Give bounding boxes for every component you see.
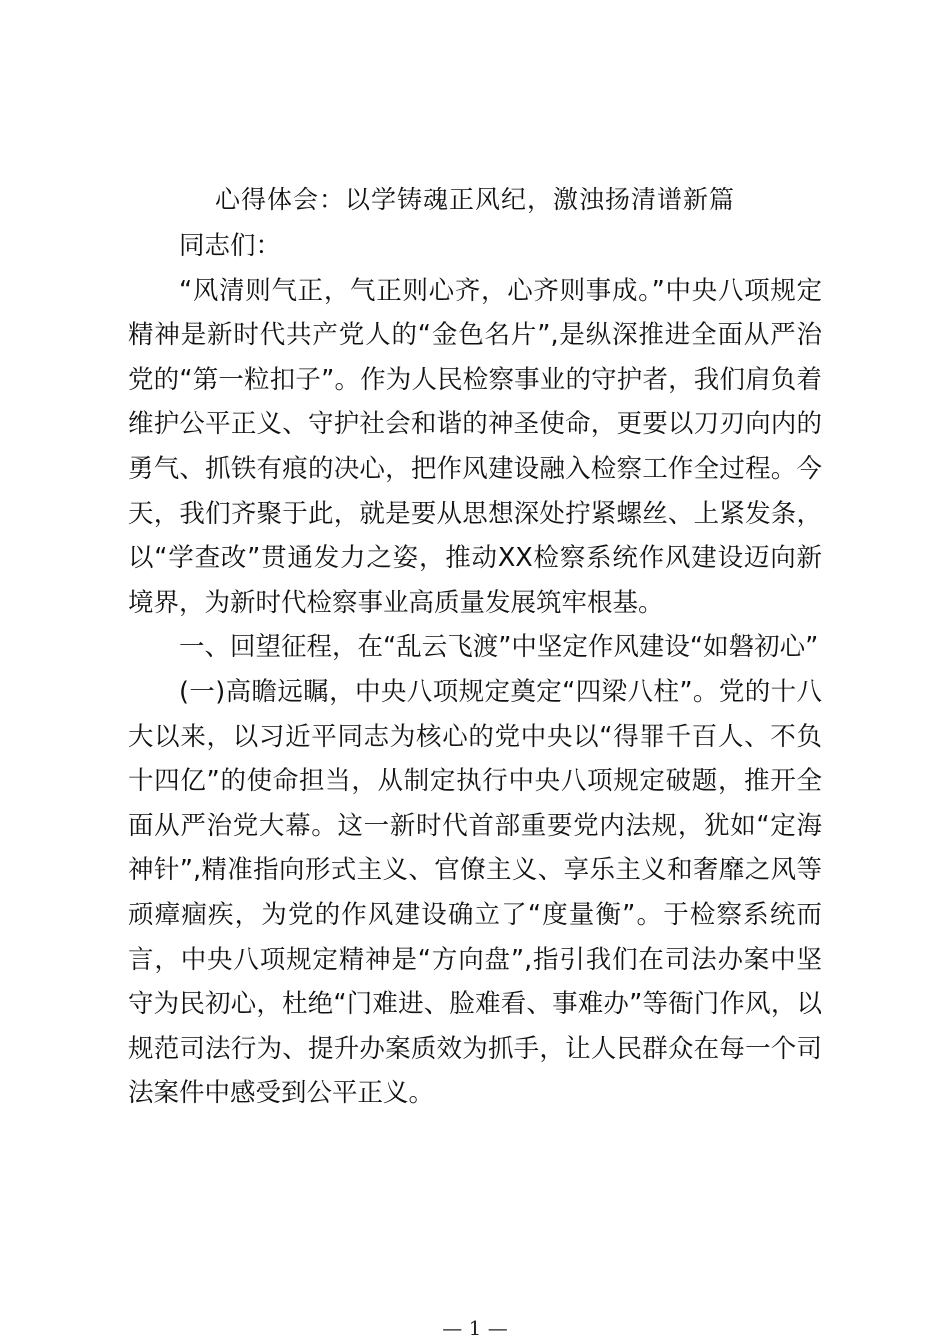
subsection-paragraph: (一)高瞻远瞩，中央八项规定奠定“四梁八柱”。党的十八大以来，以习近平同志为核心的党中央以“得罪千百人、不负十四亿”的使命担当，从制定执行中央八项规定破题，推开全面从严治党大幕。这一新时代首部重要党内法规，犹如“定海神针”,精准指向形式主义、官僚主义、享乐主义和奢靡之风等顽瘴痼疾，为党的作风建设确立了“度量衡”。于检察系统而言，中央八项规定精神是“方向盘”,指引我们在司法办案中坚守为民初心，杜绝“门难进、脸难看、事难办”等衙门作风，以规范司法行为、提升办案质效为抓手，让人民群众在每一个司法案件中感受到公平正义。: [128, 676, 822, 1109]
page-number: — 1 —: [442, 1316, 508, 1340]
section-heading: 一、回望征程，在“乱云飞渡”中坚定作风建设“如磐初心”: [179, 632, 819, 663]
document-body: [128, 224, 822, 1116]
intro-paragraph: “风清则气正，气正则心齐，心齐则事成。”中央八项规定精神是新时代共产党人的“金色名片”,是纵深推进全面从严治党的“第一粒扣子”。作为人民检察事业的守护者，我们肩负着维护公平正义、守护社会和谐的神圣使命，更要以刀刃向内的勇气、抓铁有痕的决心，把作风建设融入检察工作全过程。今天，我们齐聚于此，就是要从思想深处拧紧螺丝、上紧发条，以“学查改”贯通发力之姿，推动XX检察系统作风建设迈向新境界，为新时代检察事业高质量发展筑牢根基。: [128, 275, 822, 618]
salutation: 同志们：: [179, 231, 282, 261]
document-title: 心得体会：以学铸魂正风纪，激浊扬清谱新篇: [214, 185, 735, 214]
